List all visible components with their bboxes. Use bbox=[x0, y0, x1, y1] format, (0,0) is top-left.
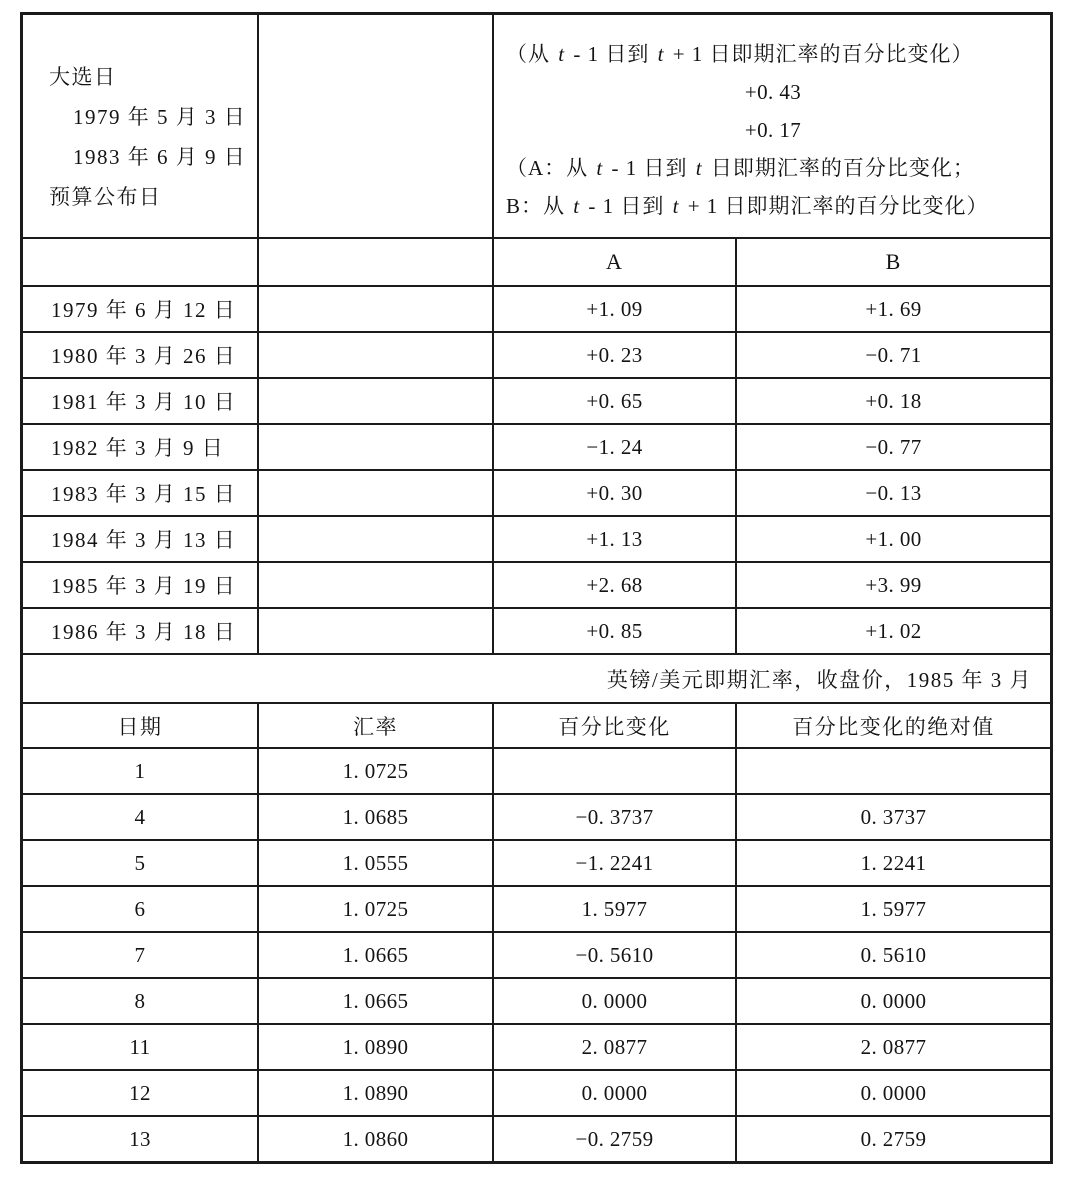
abs-cell: 0. 2759 bbox=[735, 1117, 1050, 1161]
value-a-cell: +1. 13 bbox=[492, 517, 735, 561]
value-b-cell: +0. 18 bbox=[735, 379, 1050, 423]
top-info-row bbox=[23, 15, 1050, 237]
table1-row bbox=[23, 331, 1050, 377]
italic-t-variable: t bbox=[558, 42, 566, 66]
rate-cell: 1. 0555 bbox=[257, 841, 492, 885]
note-segment: - 1 日到 bbox=[605, 156, 694, 180]
note-segment: （A：从 bbox=[506, 156, 595, 180]
date-cell: 1983 年 3 月 15 日 bbox=[51, 482, 237, 506]
data-table bbox=[20, 12, 1053, 1164]
note-segment: B：从 bbox=[506, 194, 572, 218]
day-cell: 4 bbox=[134, 804, 146, 829]
abs-cell bbox=[735, 749, 1050, 793]
abs-cell: 1. 5977 bbox=[735, 887, 1050, 931]
change-cell: −0. 5610 bbox=[492, 933, 735, 977]
table1-row bbox=[23, 423, 1050, 469]
abs-cell: 0. 0000 bbox=[735, 1071, 1050, 1115]
empty-cell bbox=[257, 517, 492, 561]
empty-cell bbox=[257, 239, 492, 285]
budget-day-label: 预算公布日 bbox=[49, 185, 162, 209]
empty-cell bbox=[257, 425, 492, 469]
note-segment: - 1 日到 bbox=[567, 42, 656, 66]
change-cell: −1. 2241 bbox=[492, 841, 735, 885]
table2-row bbox=[23, 1069, 1050, 1115]
empty-cell bbox=[257, 15, 492, 237]
col-header-abs-change: 百分比变化的绝对值 bbox=[735, 704, 1050, 747]
table1-row bbox=[23, 515, 1050, 561]
value-a-cell: +1. 09 bbox=[492, 287, 735, 331]
italic-t-variable: t bbox=[573, 194, 581, 218]
table1-row bbox=[23, 285, 1050, 331]
abs-cell: 1. 2241 bbox=[735, 841, 1050, 885]
change-cell: 0. 0000 bbox=[492, 1071, 735, 1115]
value-a-cell: +0. 85 bbox=[492, 609, 735, 653]
rate-cell: 1. 0725 bbox=[257, 887, 492, 931]
rate-cell: 1. 0665 bbox=[257, 933, 492, 977]
empty-cell bbox=[257, 333, 492, 377]
col-header-date: 日期 bbox=[117, 714, 163, 739]
day-cell: 12 bbox=[129, 1080, 151, 1105]
notes-cell bbox=[492, 15, 1050, 237]
value-b-cell: −0. 13 bbox=[735, 471, 1050, 515]
date-cell: 1981 年 3 月 10 日 bbox=[51, 390, 237, 414]
note-segment: 日即期汇率的百分比变化； bbox=[704, 156, 975, 180]
table2-row bbox=[23, 1023, 1050, 1069]
abs-cell: 0. 0000 bbox=[735, 979, 1050, 1023]
value-a-cell: +0. 30 bbox=[492, 471, 735, 515]
note-segment: - 1 日到 bbox=[582, 194, 671, 218]
day-cell: 5 bbox=[134, 850, 146, 875]
table2-row bbox=[23, 885, 1050, 931]
table1-row bbox=[23, 561, 1050, 607]
rate-cell: 1. 0890 bbox=[257, 1025, 492, 1069]
table2-caption: 英镑/美元即期汇率，收盘价，1985 年 3 月 bbox=[606, 667, 1032, 692]
col-header-a: A bbox=[492, 239, 735, 285]
event-dates-cell bbox=[23, 15, 257, 237]
italic-t-variable: t bbox=[596, 156, 604, 180]
value-a-cell: +0. 23 bbox=[492, 333, 735, 377]
value-b-cell: +1. 02 bbox=[735, 609, 1050, 653]
change-cell: −0. 3737 bbox=[492, 795, 735, 839]
table2-header-row bbox=[23, 702, 1050, 747]
date-cell: 1984 年 3 月 13 日 bbox=[51, 528, 237, 552]
col-header-rate: 汇率 bbox=[257, 704, 492, 747]
rate-cell: 1. 0685 bbox=[257, 795, 492, 839]
italic-t-variable: t bbox=[672, 194, 680, 218]
rate-cell: 1. 0860 bbox=[257, 1117, 492, 1161]
abs-cell: 0. 5610 bbox=[735, 933, 1050, 977]
day-cell: 8 bbox=[134, 988, 146, 1013]
value-b-cell: +3. 99 bbox=[735, 563, 1050, 607]
date-cell: 1985 年 3 月 19 日 bbox=[51, 574, 237, 598]
date-cell: 1980 年 3 月 26 日 bbox=[51, 344, 237, 368]
day-cell: 1 bbox=[134, 758, 146, 783]
note-line-a bbox=[506, 149, 1040, 187]
table1-row bbox=[23, 377, 1050, 423]
note-value-2: +0. 17 bbox=[744, 118, 802, 142]
value-a-cell: +2. 68 bbox=[492, 563, 735, 607]
italic-t-variable: t bbox=[695, 156, 703, 180]
table2-row bbox=[23, 793, 1050, 839]
change-cell bbox=[492, 749, 735, 793]
value-b-cell: +1. 69 bbox=[735, 287, 1050, 331]
empty-cell bbox=[257, 471, 492, 515]
rate-cell: 1. 0890 bbox=[257, 1071, 492, 1115]
col-header-b: B bbox=[735, 239, 1050, 285]
election-date-1: 1979 年 5 月 3 日 bbox=[73, 105, 247, 129]
note-line-b bbox=[506, 187, 1040, 225]
table1-row bbox=[23, 469, 1050, 515]
value-a-cell: −1. 24 bbox=[492, 425, 735, 469]
day-cell: 13 bbox=[129, 1126, 151, 1151]
value-a-cell: +0. 65 bbox=[492, 379, 735, 423]
value-b-cell: −0. 71 bbox=[735, 333, 1050, 377]
rate-cell: 1. 0665 bbox=[257, 979, 492, 1023]
empty-cell bbox=[23, 239, 257, 285]
date-cell: 1986 年 3 月 18 日 bbox=[51, 620, 237, 644]
empty-cell bbox=[257, 287, 492, 331]
table1-header-row bbox=[23, 237, 1050, 285]
caption-row bbox=[23, 653, 1050, 702]
change-cell: 1. 5977 bbox=[492, 887, 735, 931]
day-cell: 7 bbox=[134, 942, 146, 967]
change-cell: −0. 2759 bbox=[492, 1117, 735, 1161]
note-segment: + 1 日即期汇率的百分比变化） bbox=[666, 42, 974, 66]
change-cell: 2. 0877 bbox=[492, 1025, 735, 1069]
empty-cell bbox=[257, 379, 492, 423]
table2-row bbox=[23, 839, 1050, 885]
note-segment: + 1 日即期汇率的百分比变化） bbox=[681, 194, 989, 218]
table1-row bbox=[23, 607, 1050, 653]
day-cell: 11 bbox=[129, 1034, 151, 1059]
note-segment: （从 bbox=[506, 42, 557, 66]
note-value-1: +0. 43 bbox=[744, 80, 802, 104]
table2-row bbox=[23, 977, 1050, 1023]
abs-cell: 2. 0877 bbox=[735, 1025, 1050, 1069]
value-b-cell: −0. 77 bbox=[735, 425, 1050, 469]
date-cell: 1979 年 6 月 12 日 bbox=[51, 298, 237, 322]
value-b-cell: +1. 00 bbox=[735, 517, 1050, 561]
empty-cell bbox=[257, 609, 492, 653]
col-header-change: 百分比变化 bbox=[492, 704, 735, 747]
date-cell: 1982 年 3 月 9 日 bbox=[51, 436, 225, 460]
change-cell: 0. 0000 bbox=[492, 979, 735, 1023]
rate-cell: 1. 0725 bbox=[257, 749, 492, 793]
empty-cell bbox=[257, 563, 492, 607]
italic-t-variable: t bbox=[657, 42, 665, 66]
day-cell: 6 bbox=[134, 896, 146, 921]
table2-row bbox=[23, 931, 1050, 977]
note-line-1 bbox=[506, 35, 1040, 73]
table2-row bbox=[23, 747, 1050, 793]
election-day-label: 大选日 bbox=[49, 65, 117, 89]
election-date-2: 1983 年 6 月 9 日 bbox=[73, 145, 247, 169]
table2-row bbox=[23, 1115, 1050, 1161]
abs-cell: 0. 3737 bbox=[735, 795, 1050, 839]
